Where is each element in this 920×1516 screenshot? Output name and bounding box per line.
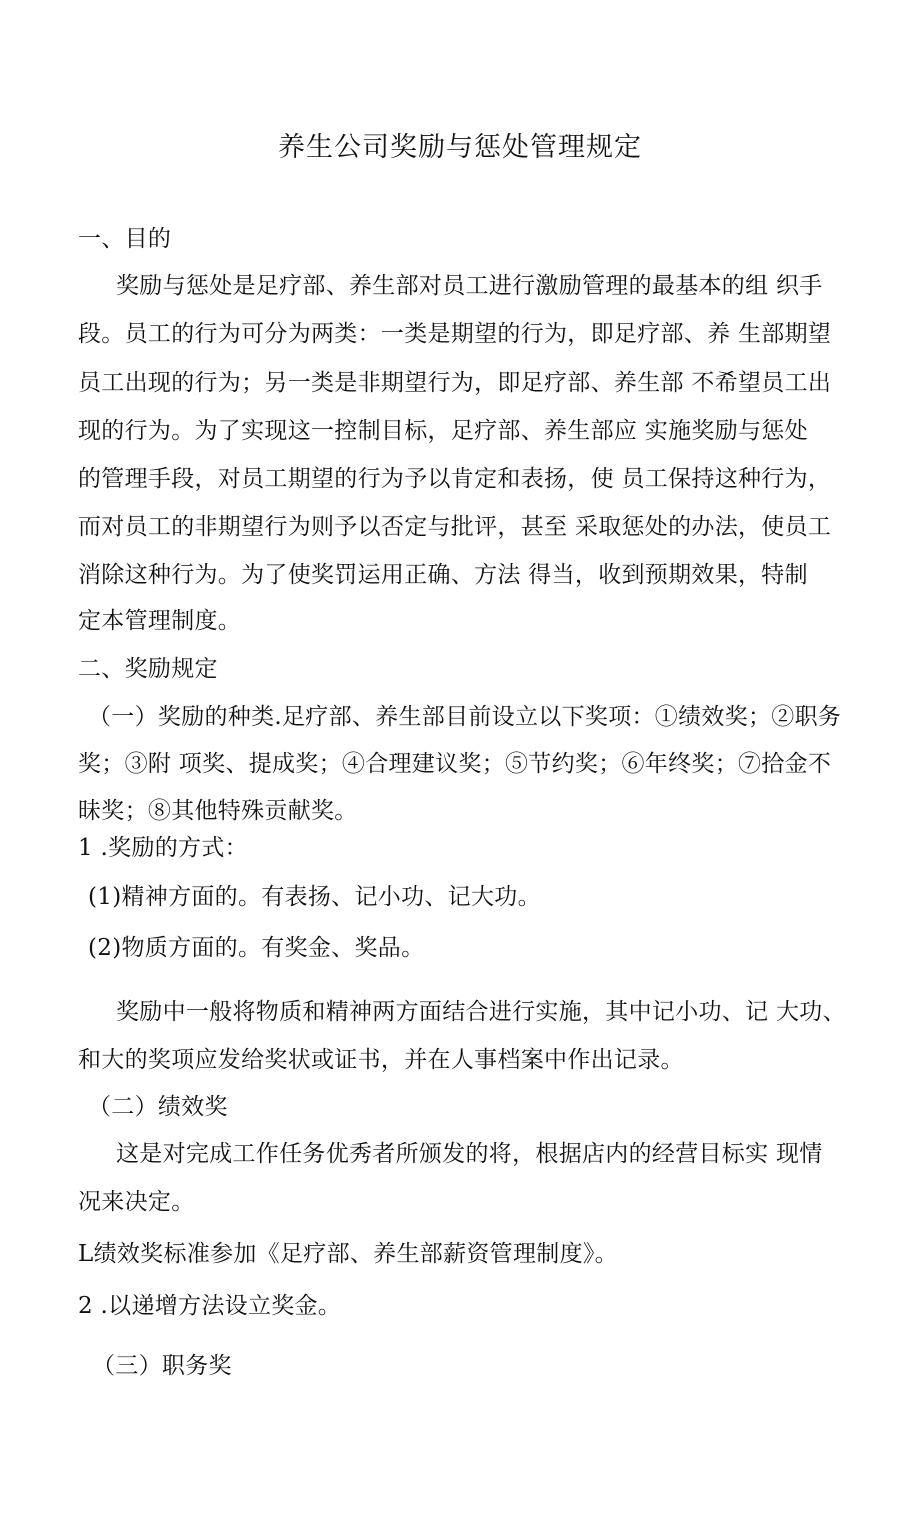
- list-item: 2 .以递增方法设立奖金。: [78, 1293, 342, 1319]
- paragraph-line: 的管理手段，对员工期望的行为予以肯定和表扬，使 员工保持这种行为，: [78, 466, 832, 492]
- paragraph-line: 和大的奖项应发给奖状或证书，并在人事档案中作出记录。: [78, 1047, 684, 1073]
- paragraph-line: （一）奖励的种类.足疗部、养生部目前设立以下奖项：①绩效奖；②职务: [88, 704, 842, 730]
- paragraph-line: 昧奖；⑧其他特殊贡献奖。: [78, 798, 358, 824]
- paragraph-line: 员工出现的行为；另一类是非期望行为，即足疗部、养生部 不希望员工出: [78, 370, 832, 396]
- subsection-heading: （三）职务奖: [92, 1353, 232, 1379]
- paragraph-line: 现的行为。为了实现这一控制目标，足疗部、养生部应 实施奖励与惩处: [78, 418, 808, 444]
- paragraph-line: 奖；③附 项奖、提成奖；④合理建议奖；⑤节约奖；⑥年终奖；⑦拾金不: [78, 751, 832, 777]
- section-heading-rewards: 二、奖励规定: [78, 656, 218, 682]
- paragraph-line: 奖励与惩处是足疗部、养生部对员工进行激励管理的最基本的组 织手: [116, 273, 823, 299]
- paragraph-line: 段。员工的行为可分为两类：一类是期望的行为，即足疗部、养 生部期望: [78, 321, 832, 347]
- section-heading-purpose: 一、目的: [78, 226, 172, 252]
- list-item: 1 .奖励的方式：: [78, 835, 248, 861]
- paragraph-line: 况来决定。: [78, 1189, 195, 1215]
- paragraph-line: 定本管理制度。: [78, 608, 242, 634]
- subsection-heading: （二）绩效奖: [88, 1094, 228, 1120]
- paragraph-line: 奖励中一般将物质和精神两方面结合进行实施，其中记小功、记 大功、: [116, 999, 846, 1025]
- list-item: (2)物质方面的。有奖金、奖品。: [88, 935, 425, 961]
- paragraph-line: 而对员工的非期望行为则予以否定与批评，甚至 采取惩处的办法，使员工: [78, 514, 832, 540]
- paragraph-line: 这是对完成工作任务优秀者所颁发的将，根据店内的经营目标实 现情: [116, 1141, 823, 1167]
- list-item: (1)精神方面的。有表扬、记小功、记大功。: [88, 884, 541, 910]
- paragraph-line: 消除这种行为。为了使奖罚运用正确、方法 得当，收到预期效果，特制: [78, 562, 808, 588]
- list-item: L绩效奖标准参加《足疗部、养生部薪资管理制度》。: [78, 1241, 618, 1267]
- document-title: 养生公司奖励与惩处管理规定: [278, 132, 642, 163]
